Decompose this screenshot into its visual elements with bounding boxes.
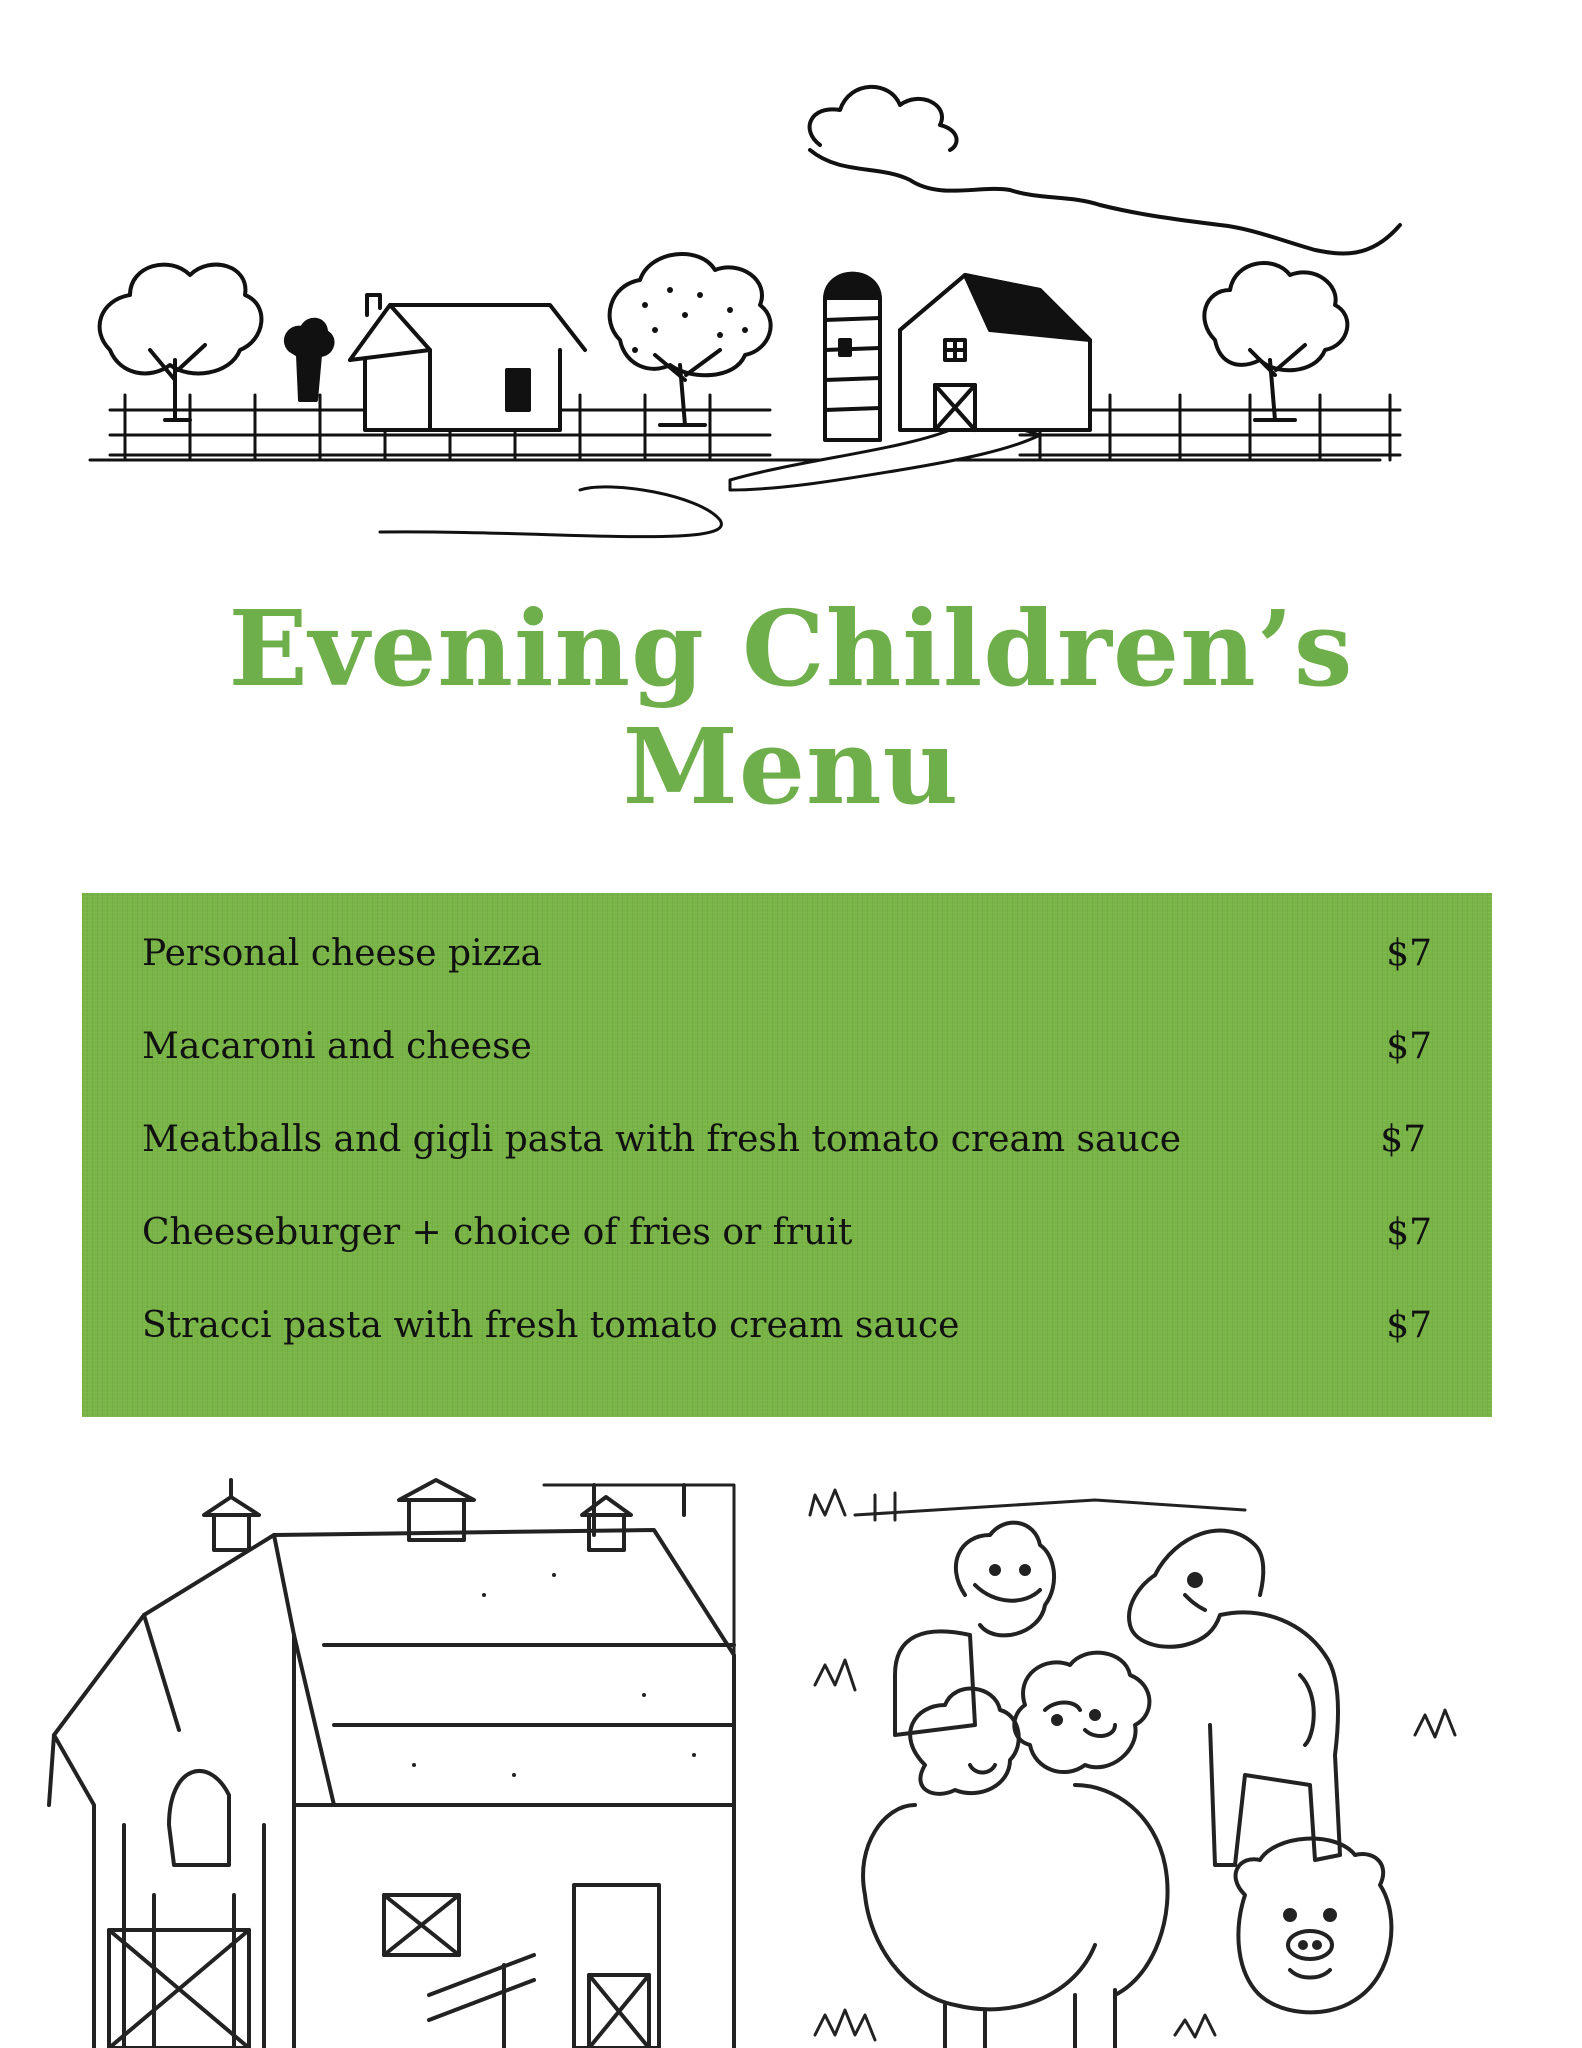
- cupola-icon: [204, 1480, 259, 1550]
- menu-item: [142, 1026, 1442, 1119]
- menu-item-name: Stracci pasta with fresh tomato cream sauce: [142, 1305, 960, 1346]
- cloud-icon: [810, 87, 957, 150]
- page-title-line-2: Menu: [622, 705, 960, 828]
- menu-item-price: $7: [1386, 933, 1432, 974]
- menu-item: [142, 933, 1442, 1026]
- barn-icon: [900, 275, 1090, 430]
- menu-item-name: Personal cheese pizza: [142, 933, 543, 974]
- menu-item: [142, 1119, 1442, 1212]
- menu-item-name: Meatballs and gigli pasta with fresh tomato cream sauce: [142, 1119, 1182, 1160]
- silo-icon: [825, 274, 880, 440]
- sheep-icon: [863, 1653, 1168, 2048]
- menu-panel: [82, 893, 1492, 1417]
- tree-icon: [1204, 263, 1347, 420]
- menu-item-name: Cheeseburger + choice of fries or fruit: [142, 1212, 853, 1253]
- menu-item-price: $7: [1386, 1212, 1432, 1253]
- farm-animals-coloring-illustration: [795, 1475, 1555, 2048]
- cupola-icon: [582, 1497, 631, 1550]
- menu-item-name: Macaroni and cheese: [142, 1026, 532, 1067]
- pig-icon: [1236, 1839, 1392, 2013]
- menu-item: [142, 1305, 1442, 1398]
- farm-landscape-illustration: [80, 50, 1440, 550]
- page-title-line-1: Evening Children’s: [228, 587, 1354, 710]
- foal-icon: [895, 1523, 1054, 1735]
- menu-item: [142, 1212, 1442, 1305]
- menu-list: [142, 933, 1442, 1398]
- menu-item-price: $7: [1380, 1119, 1426, 1160]
- barn-coloring-illustration: [34, 1475, 774, 2048]
- menu-item-price: $7: [1386, 1026, 1432, 1067]
- menu-item-price: $7: [1386, 1305, 1432, 1346]
- tree-icon: [610, 254, 771, 425]
- page-title: [0, 587, 1582, 828]
- house-icon: [350, 295, 585, 430]
- horse-icon: [1129, 1531, 1340, 1865]
- barn-icon: [49, 1530, 734, 2048]
